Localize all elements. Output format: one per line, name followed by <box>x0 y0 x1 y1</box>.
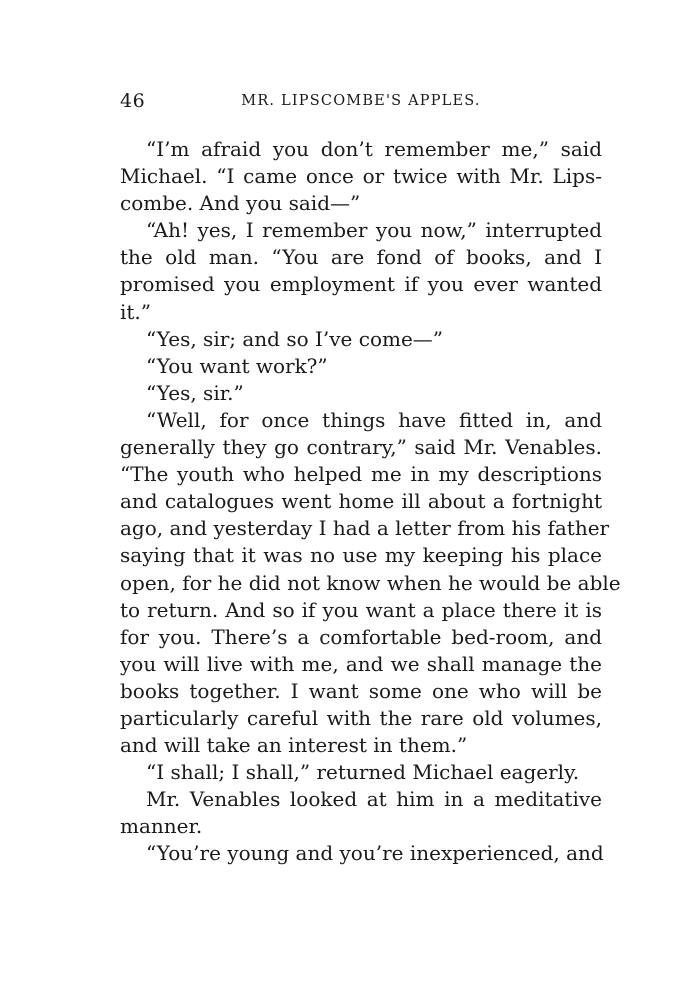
paragraph <box>120 217 602 325</box>
text-line: manner. <box>120 814 203 839</box>
text-line: “I shall; I shall,” returned Michael eagerly. <box>146 760 580 785</box>
paragraph <box>120 380 602 407</box>
text-line: books together. I want some one who will be <box>120 678 602 703</box>
text-line: and will take an interest in them.” <box>120 733 468 758</box>
paragraph <box>120 840 602 867</box>
text-line: “I’m afraid you don’t remember me,” said <box>146 137 602 161</box>
text-line: ago, and yesterday I had a letter from his father <box>120 516 610 541</box>
text-line: “The youth who helped me in my descriptions <box>120 462 602 487</box>
text-line: generally they go contrary,” said Mr. Venables. <box>120 435 602 460</box>
text-line: it.” <box>120 299 152 324</box>
text-line: open, for he did not know when he would be able <box>120 570 621 595</box>
text-line: “Well, for once things have fitted in, and <box>146 407 602 432</box>
paragraph <box>120 326 602 353</box>
text-line: you will live with me, and we shall manage the <box>120 651 602 676</box>
body-text <box>120 136 621 868</box>
text-line: promised you employment if you ever wanted <box>120 272 602 297</box>
paragraph <box>120 353 602 380</box>
text-line: and catalogues went home ill about a fortnight <box>120 489 602 514</box>
text-line: “Ah! yes, I remember you now,” interrupted <box>146 218 602 243</box>
text-line: “You want work?” <box>146 353 328 378</box>
paragraph <box>120 136 602 217</box>
text-line: particularly careful with the rare old volumes, <box>120 705 602 730</box>
running-title: MR. LIPSCOMBE'S APPLES. <box>241 93 481 109</box>
text-line: “Yes, sir.” <box>146 380 244 405</box>
text-line: the old man. “You are fond of books, and I <box>120 245 602 270</box>
text-line: Mr. Venables looked at him in a meditative <box>146 787 602 812</box>
paragraph <box>120 407 621 759</box>
text-line: to return. And so if you want a place there it is <box>120 597 602 622</box>
page-number: 46 <box>120 90 146 112</box>
running-head <box>120 90 602 116</box>
text-line: “You’re young and you’re inexperienced, and <box>146 841 604 866</box>
text-line: for you. There’s a comfortable bed-room, and <box>120 624 602 649</box>
paragraph <box>120 759 602 786</box>
paragraph <box>120 786 602 840</box>
text-line: Michael. “I came once or twice with Mr. Lips- <box>120 164 602 189</box>
text-line: combe. And you said—” <box>120 191 361 216</box>
text-line: saying that it was no use my keeping his place <box>120 543 602 568</box>
text-line: “Yes, sir; and so I’ve come—” <box>146 326 444 351</box>
